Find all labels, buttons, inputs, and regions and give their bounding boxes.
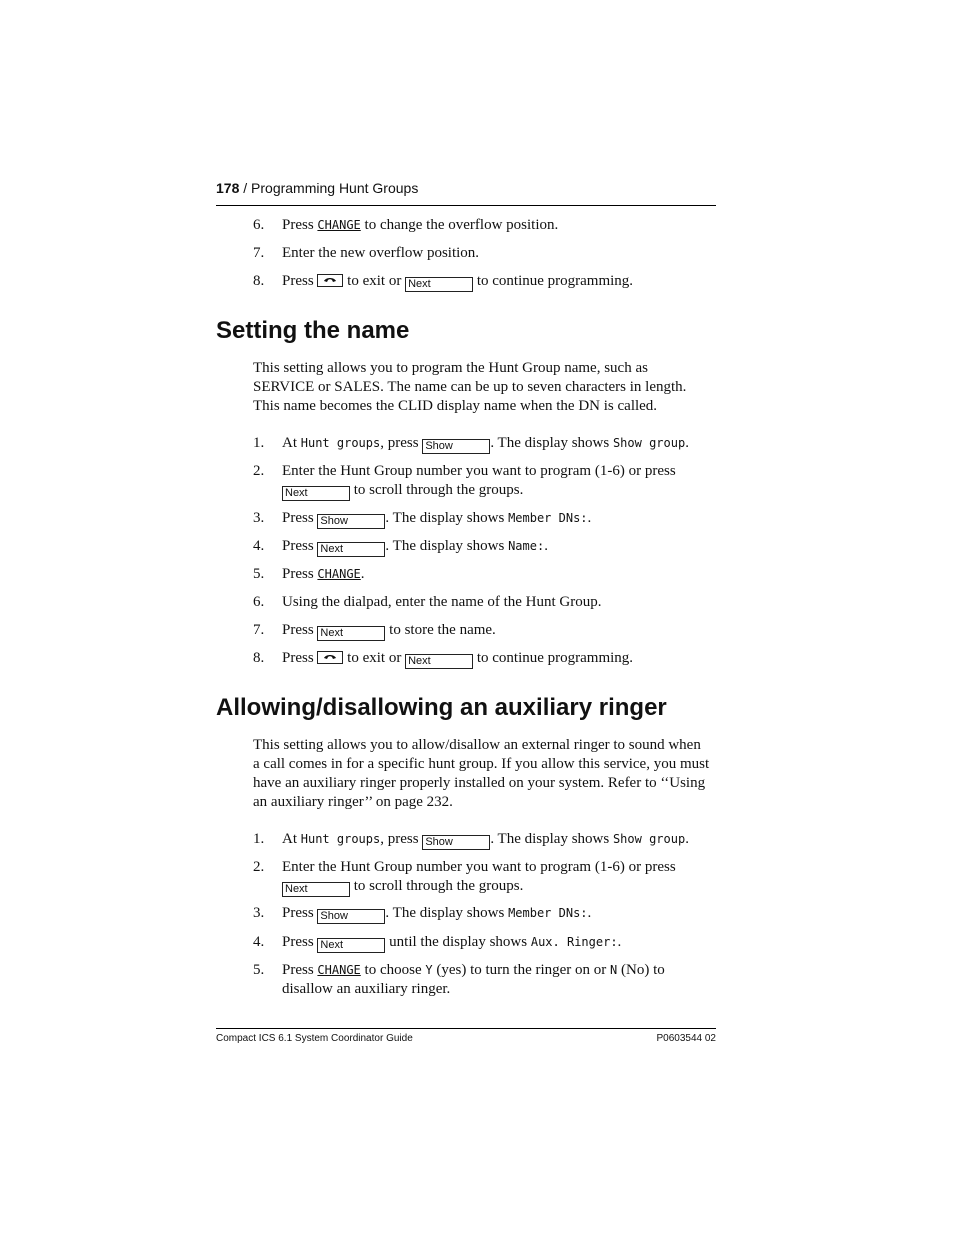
step-text: . The display shows: [490, 831, 613, 847]
header-rule: [216, 205, 716, 206]
step-text: At: [282, 831, 301, 847]
section-heading: Setting the name: [216, 317, 410, 344]
step-text: Using the dialpad, enter the name of the Hunt Group.: [282, 594, 602, 610]
display-key-change: CHANGE: [317, 218, 361, 232]
step-text: , press: [380, 435, 423, 451]
step-text: Press: [282, 622, 318, 638]
step-number: 4.: [253, 538, 265, 554]
step-text: Press: [282, 650, 318, 666]
step-text: .: [617, 934, 622, 950]
next-softkey: Next: [282, 486, 350, 501]
display-text: Hunt groups: [300, 436, 381, 450]
step-text: to continue programming.: [473, 273, 634, 289]
step-number: 2.: [253, 859, 265, 875]
paragraph-line: an auxiliary ringer’’ on page 232.: [253, 794, 453, 810]
step-text: to change the overflow position.: [360, 217, 559, 233]
display-key-change: CHANGE: [317, 567, 361, 581]
release-key-icon: [317, 651, 343, 664]
step-text: . The display shows: [490, 435, 613, 451]
paragraph-line: have an auxiliary ringer properly installed on your system. Refer to ‘‘Using: [253, 775, 706, 791]
step-number: 7.: [253, 622, 265, 638]
step-text: At: [282, 435, 301, 451]
step-text: to scroll through the groups.: [350, 482, 524, 498]
display-text: Hunt groups: [300, 832, 381, 846]
show-softkey: Show: [317, 514, 385, 529]
step-number: 7.: [253, 245, 265, 261]
step-number: 8.: [253, 273, 265, 289]
step-number: 3.: [253, 905, 265, 921]
running-footer: [216, 1028, 716, 1044]
step-text: to exit or: [343, 273, 406, 289]
display-text: Aux. Ringer:: [530, 935, 618, 949]
display-text: N: [610, 963, 618, 977]
step-text: Press: [282, 217, 318, 233]
step-number: 5.: [253, 962, 265, 978]
section-heading: Allowing/disallowing an auxiliary ringer: [216, 694, 667, 721]
next-softkey: Next: [405, 654, 473, 669]
step-text: , press: [380, 831, 423, 847]
next-softkey: Next: [282, 882, 350, 897]
release-key-icon: [317, 274, 343, 287]
step-number: 6.: [253, 594, 265, 610]
step-number: 1.: [253, 435, 265, 451]
step-number: 3.: [253, 510, 265, 526]
paragraph-line: This name becomes the CLID display name when the DN is called.: [253, 398, 658, 414]
paragraph: [253, 736, 715, 812]
step-text: Press: [282, 905, 318, 921]
step-text: to store the name.: [385, 622, 496, 638]
next-softkey: Next: [317, 938, 385, 953]
step-text: Press: [282, 934, 318, 950]
display-text: Member DNs:: [508, 906, 588, 920]
step-number: 6.: [253, 217, 265, 233]
next-softkey: Next: [317, 542, 385, 557]
display-text: Y: [425, 963, 433, 977]
step-text: to exit or: [343, 650, 406, 666]
next-softkey: Next: [317, 626, 385, 641]
footer-doc-number: P0603544 02: [656, 1033, 716, 1044]
display-text: Member DNs:: [508, 511, 588, 525]
step-text: Press: [282, 538, 318, 554]
step-number: 2.: [253, 463, 265, 479]
running-header: [216, 180, 716, 196]
step-text: .: [587, 905, 592, 921]
step-text: . The display shows: [385, 538, 509, 554]
paragraph: [253, 359, 715, 416]
display-text: Name:: [508, 539, 545, 553]
display-text: Show group: [612, 436, 686, 450]
display-text: Show group: [612, 832, 686, 846]
step-text: (yes) to turn the ringer on or: [432, 962, 611, 978]
step-text: .: [360, 566, 365, 582]
page-number: 178: [216, 180, 240, 196]
step-text: .: [685, 435, 689, 451]
step-text: (No) to: [617, 962, 665, 978]
step-text: to continue programming.: [473, 650, 634, 666]
paragraph-line: This setting allows you to allow/disallow an external ringer to sound when: [253, 737, 701, 753]
header-section: Programming Hunt Groups: [251, 180, 419, 196]
step-text: Press: [282, 962, 318, 978]
step-number: 8.: [253, 650, 265, 666]
step-text: to choose: [360, 962, 426, 978]
step-text: to scroll through the groups.: [350, 878, 524, 894]
step-text: . The display shows: [385, 510, 509, 526]
paragraph-line: a call comes in for a specific hunt group. If you allow this service, you must: [253, 756, 710, 772]
step-number: 4.: [253, 934, 265, 950]
step-text: Enter the new overflow position.: [282, 245, 480, 261]
step-text: disallow an auxiliary ringer.: [282, 981, 451, 997]
show-softkey: Show: [422, 835, 490, 850]
step-text: Press: [282, 566, 318, 582]
step-text: .: [685, 831, 689, 847]
step-text: Enter the Hunt Group number you want to program (1-6) or press: [282, 463, 676, 479]
step-text: .: [587, 510, 592, 526]
paragraph-line: This setting allows you to program the Hunt Group name, such as: [253, 360, 648, 376]
show-softkey: Show: [317, 909, 385, 924]
step-text: Enter the Hunt Group number you want to program (1-6) or press: [282, 859, 676, 875]
footer-title: Compact ICS 6.1 System Coordinator Guide: [216, 1033, 413, 1044]
paragraph-line: SERVICE or SALES. The name can be up to seven characters in length.: [253, 379, 687, 395]
next-softkey: Next: [405, 277, 473, 292]
step-text: until the display shows: [385, 934, 531, 950]
step-text: Press: [282, 273, 318, 289]
step-text: Press: [282, 510, 318, 526]
display-key-change: CHANGE: [317, 963, 361, 977]
step-number: 5.: [253, 566, 265, 582]
step-text: . The display shows: [385, 905, 509, 921]
show-softkey: Show: [422, 439, 490, 454]
header-separator: /: [239, 180, 252, 196]
step-number: 1.: [253, 831, 265, 847]
step-text: .: [544, 538, 548, 554]
